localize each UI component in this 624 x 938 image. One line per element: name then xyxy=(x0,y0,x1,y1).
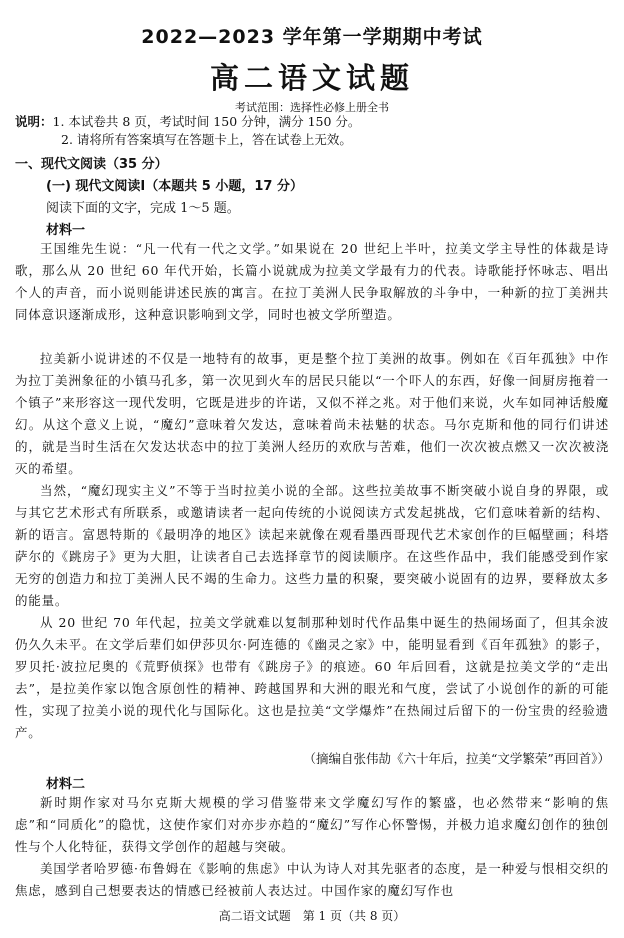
exam-scope: 考试范围：选择性必修上册全书 xyxy=(235,101,389,114)
subsection-title: (一) 现代文阅读Ⅰ（本题共 5 小题，17 分） xyxy=(46,179,303,194)
material1-source: （摘编自张伟劼《六十年后，拉美“文学繁荣”再回首》） xyxy=(303,751,610,766)
material2-paragraph-2: 美国学者哈罗德·布鲁姆在《影响的焦虑》中认为诗人对其先驱者的态度，是一种爱与恨相交织的焦虑，感到自己想要表达的情感已经被前人表达过。中国作家的魔幻写作也 xyxy=(15,861,609,898)
reading-instruction: 阅读下面的文字，完成 1～5 题。 xyxy=(46,201,240,216)
material1-paragraph-2: 拉美新小说讲述的不仅是一地特有的故事，更是整个拉丁美洲的故事。例如在《百年孤独》中作为拉丁美洲象征的小镇马孔多，第一次见到火车的居民只能以“一个吓人的东西，好像一间厨房拖着一个镇子”来形容这一现代发明，它既是进步的许诺，又似不祥之兆。对于他们来说，火车如同神话般魔幻。从这个意义上说，“魔幻”意味着欠发达，意味着尚未祛魅的状态。马尔克斯和他的同行们讲述的，就是当时生活在欠发达状态中的拉丁美洲人经历的欢欣与苦难，他们一次次被点燃又一次次被浇灭的希望。 xyxy=(15,351,609,476)
paper-title: 高二语文试题 xyxy=(209,61,414,95)
exam-title: 2022—2023 学年第一学期期中考试 xyxy=(141,26,483,48)
note-item-2: 2. 请将所有答案填写在答题卡上，答在试卷上无效。 xyxy=(61,132,352,147)
material1-paragraph-3: 当然，“魔幻现实主义”不等于当时拉美小说的全部。这些拉美故事不断突破小说自身的界限，或与其它艺术形式有所联系，或邀请读者一起向传统的小说阅读方式发起挑战，它们意味着新的结构、新的语言。富恩特斯的《最明净的地区》读起来就像在观看墨西哥现代艺术家创作的巨幅壁画；科塔萨尔的《跳房子》更为大胆，让读者自己去选择章节的阅读顺序。在这些作品中，我们能感受到作家无穷的创造力和拉丁美洲人民不竭的生命力。这些力量的积聚，要突破小说固有的边界，要释放太多的能量。 xyxy=(15,483,609,608)
material1-heading: 材料一 xyxy=(46,223,86,238)
notes-label: 说明： xyxy=(15,114,53,129)
note-item-1: 1. 本试卷共 8 页，考试时间 150 分钟，满分 150 分。 xyxy=(52,114,361,129)
note-line-1 xyxy=(15,113,360,131)
material1-paragraph-1: 王国维先生说：“凡一代有一代之文学。”如果说在 20 世纪上半叶，拉美文学主导性的体裁是诗歌，那么从 20 世纪 60 年代开始，长篇小说就成为拉美文学最有力的代表。诗歌能抒怀咏志、唱出个人的声音，而小说则能讲述民族的寓言。在拉丁美洲人民争取解放的斗争中，一种新的拉丁美洲共同体意识逐渐成形，这种意识影响到文学，同时也被文学所塑造。 xyxy=(15,241,609,322)
page-footer: 高二语文试题 第 1 页（共 8 页） xyxy=(218,909,406,923)
material1-paragraph-4: 从 20 世纪 70 年代起，拉美文学就难以复制那种划时代作品集中诞生的热闹场面了，但其余波仍久久未平。在文学后辈们如伊莎贝尔·阿连德的《幽灵之家》中，能明显看到《百年孤独》的影子，罗贝托·波拉尼奥的《荒野侦探》也带有《跳房子》的痕迹。60 年后回看，这就是拉美文学的“走出去”，是拉美作家以饱含原创性的精神、跨越国界和大洲的眼光和气度，尝试了小说创作的新的可能性，实现了拉美小说的现代化与国际化。这也是拉美“文学爆炸”在热闹过后留下的一份宝贵的经验遗产。 xyxy=(15,615,609,740)
instructions-notes xyxy=(15,113,360,149)
section-title: 一、现代文阅读（35 分） xyxy=(15,157,168,172)
material2-heading: 材料二 xyxy=(46,777,86,792)
material2-paragraph-1: 新时期作家对马尔克斯大规模的学习借鉴带来文学魔幻写作的繁盛，也必然带来“影响的焦虑”和“同质化”的隐忧，这使作家们对亦步亦趋的“魔幻”写作心怀警惕，并极力追求魔幻创作的独创性与个人化特征，获得文学创作的超越与突破。 xyxy=(15,795,609,854)
